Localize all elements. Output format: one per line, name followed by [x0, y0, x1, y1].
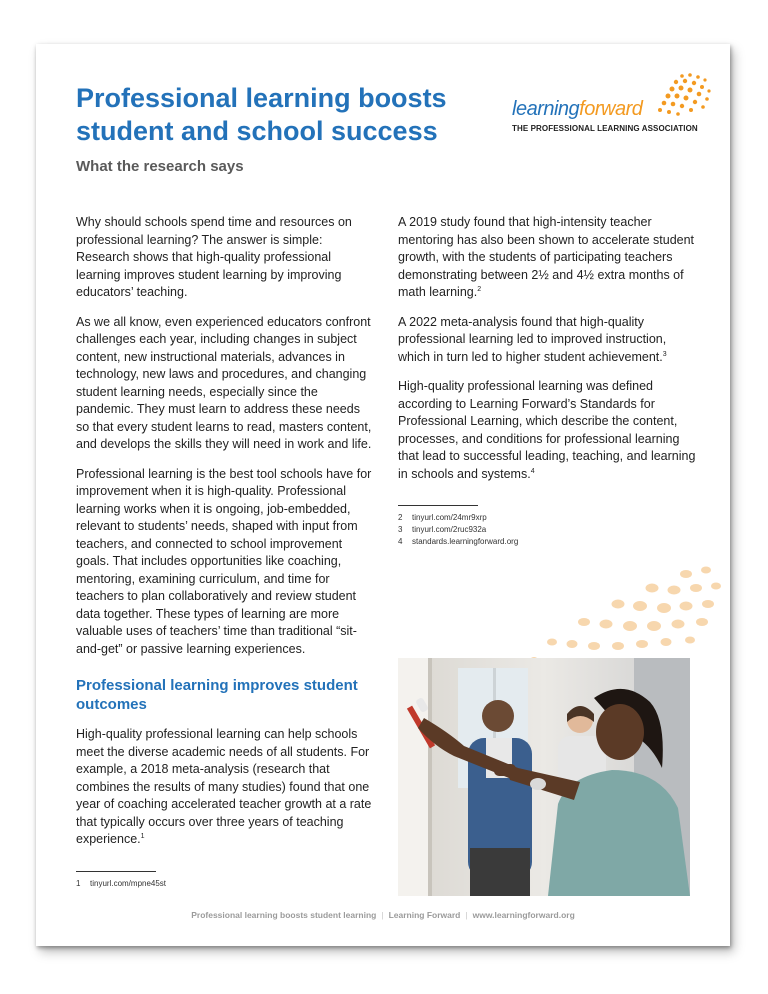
footnote-ref: 4: [530, 467, 535, 475]
paragraph: As we all know, even experienced educators confront challenges each year, including changes in subject content, new instructional materials, advances in technology, new laws and procedures, and changing student learning needs, especially since the pandemic. They must learn to address these needs so that every student learns to read, masters content, and develops the skills they will need in work and life.: [76, 314, 372, 451]
footnote: 2 tinyurl.com/24mr9xrp: [398, 513, 487, 522]
paragraph: High-quality professional learning can help schools meet the diverse academic needs of all students. For example, a 2018 meta-analysis (research that combines the results of many studies) found that one year of coaching accelerated teacher growth at a rate that typically occurs over three years of teaching experience.$^1$: [76, 727, 372, 846]
footnote: 3 tinyurl.com/2ruc932a: [398, 525, 487, 534]
page-footer: Professional learning boosts student learning | Learning Forward | www.learningforward.org: [191, 910, 575, 920]
page-title: Professional learning boosts student and school success: [76, 83, 447, 146]
paragraph: A 2022 meta-analysis found that high-quality professional learning led to improved instruction, which in turn led to higher student achievement.$^3$: [398, 314, 667, 364]
logo-tagline: THE PROFESSIONAL LEARNING ASSOCIATION: [512, 124, 698, 133]
page-subtitle: What the research says: [76, 158, 244, 175]
footnote: 1 tinyurl.com/mpne45st: [76, 878, 167, 888]
paragraph: Why should schools spend time and resources on professional learning? The answer is simple: Research shows that high-quality professional learning improves student learning by improving educators’ teaching.: [76, 215, 352, 299]
classroom-photo: [398, 658, 690, 896]
right-column: [398, 214, 698, 548]
left-column: [76, 214, 372, 890]
footnote-ref: 2: [477, 285, 482, 293]
footnote-ref: 1: [140, 832, 145, 840]
learningforward-logo: [508, 72, 718, 144]
footnote-divider: [76, 871, 156, 872]
document-page: [36, 44, 730, 946]
section-heading: Professional learning improves student outcomes: [76, 677, 358, 713]
footnotes: [76, 878, 372, 890]
footnote-divider: [398, 505, 478, 506]
paragraph: A 2019 study found that high-intensity teacher mentoring has also been shown to accelerate student growth, with the students of participating teachers demonstrating between 2½ and 4½ extra months of math learning.$^2$: [398, 215, 695, 299]
footnote: 4 standards.learningforward.org: [398, 537, 519, 546]
paragraph: Professional learning is the best tool schools have for improvement when it is high-quality. Professional learning works when it is ongoing, job-embedded, relevant to students’ needs, shaped with input from teachers, and connected to school improvement goals. That includes opportunities like coaching, mentoring, examining curriculum, and time for teachers to plan collaboratively and review student data together. These types of learning are more valuable uses of teachers’ time than traditional “sit-and-get” or passive learning experiences.: [76, 466, 372, 656]
paragraph: High-quality professional learning was defined according to Learning Forward’s Standards for Professional Learning, which describe the content, processes, and conditions for professional learning that lead to successful leading, teaching, and learning in schools and systems.$^4$: [398, 379, 696, 481]
logo-wordmark: learningforward: [512, 98, 643, 120]
footnotes: [398, 512, 698, 548]
footnote-ref: 3: [662, 350, 667, 358]
